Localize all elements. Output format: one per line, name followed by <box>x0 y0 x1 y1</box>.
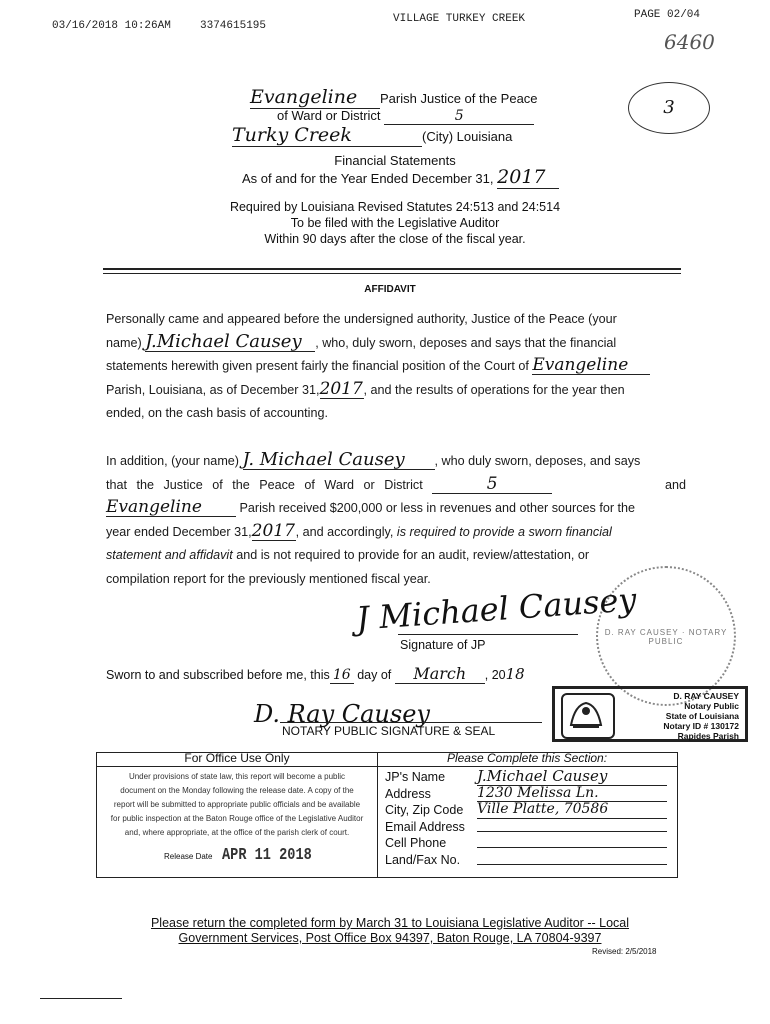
p2-ward: 5 <box>432 475 552 494</box>
p1-line-c <box>106 355 686 379</box>
fax-page: PAGE 02/04 <box>634 9 701 21</box>
statute-block <box>190 199 600 247</box>
p2-d-italic: is required to provide a sworn financial <box>396 524 612 539</box>
jp-signature-line <box>398 634 578 635</box>
field-label-address: Address <box>385 786 431 801</box>
fax-sender: VILLAGE TURKEY CREEK <box>393 13 526 25</box>
sworn-month: March <box>395 664 485 684</box>
office-l4: for public inspection at the Baton Rouge office of the Legislative Auditor <box>110 814 364 823</box>
sworn-line <box>106 664 525 684</box>
field-value-cell-phone[interactable] <box>477 835 667 848</box>
p1-c-lead: statements herewith given present fairly the financial position of the Court of <box>106 359 529 373</box>
city-name-handwritten: Turky Creek <box>232 124 422 147</box>
field-row-email <box>385 819 675 836</box>
notary-signature-line <box>280 722 542 723</box>
p2-line-e <box>106 544 686 568</box>
office-use-text <box>97 770 377 840</box>
field-value-address[interactable]: 1230 Melissa Ln. <box>477 786 667 803</box>
p2-line-b <box>106 474 686 498</box>
bottom-stray-line <box>40 998 122 999</box>
field-label-cell-phone: Cell Phone <box>385 836 447 850</box>
release-date-stamp: APR 11 2018 <box>222 846 312 865</box>
stamp-line2: Notary Public <box>684 701 739 711</box>
p2-d-mid: , and accordingly, <box>295 524 394 539</box>
p2-line-c <box>106 497 686 521</box>
p2-d-lead: year ended December 31, <box>106 524 252 539</box>
circled-number <box>628 82 710 134</box>
office-l1: Under provisions of state law, this report will become a public <box>128 772 346 781</box>
statute-within: Within 90 days after the close of the fiscal year. <box>264 232 526 246</box>
p1-parish: Evangeline <box>532 356 650 375</box>
field-label-email: Email Address <box>385 819 465 834</box>
sworn-b: day of <box>357 668 392 682</box>
p2-c-tail: Parish received $200,000 or less in revenues and other sources for the <box>239 501 636 515</box>
p1-year: 2017 <box>319 378 363 399</box>
sworn-day: 16 <box>330 667 354 684</box>
p1-b-tail: , who, duly sworn, deposes and says that the financial <box>315 335 617 350</box>
affidavit-paragraph-2 <box>106 450 686 591</box>
title-line-2 <box>277 108 534 125</box>
statute-filed: To be filed with the Legislative Auditor <box>290 216 500 230</box>
p2-e-italic: statement and affidavit <box>106 548 233 562</box>
office-l2: document on the Monday following the release date. A copy of the <box>120 786 354 795</box>
p2-b-tail: and <box>664 477 686 492</box>
p2-line-a <box>106 450 686 474</box>
p1-line-b <box>106 332 686 356</box>
title-line-1 <box>250 86 580 109</box>
handwritten-page-code: 6460 <box>664 30 715 54</box>
title-line-3 <box>232 124 512 147</box>
p2-a-lead: In addition, (your name) <box>106 454 240 468</box>
jp-signature-label: Signature of JP <box>400 638 486 652</box>
footer-l2: Government Services, Post Office Box 94397, Baton Rouge, LA 70804-9397 <box>178 931 602 945</box>
complete-section-heading: Please Complete this Section: <box>446 751 608 765</box>
divider-rule-top <box>103 268 681 270</box>
stamp-line3: State of Louisiana <box>665 711 739 721</box>
p1-line-d <box>106 379 686 403</box>
office-l3: report will be submitted to appropriate public officials and be available <box>113 800 361 809</box>
footer-l1: Please return the completed form by March 31 to Louisiana Legislative Auditor -- Local <box>150 916 630 930</box>
title-line2-prefix: of Ward or District <box>277 108 381 123</box>
sworn-a: Sworn to and subscribed before me, this <box>106 668 330 682</box>
p2-line-f: compilation report for the previously mentioned fiscal year. <box>106 571 431 586</box>
field-label-land-fax: Land/Fax No. <box>385 852 461 867</box>
p2-b-lead: that the Justice of the Peace of Ward or District <box>106 477 423 492</box>
stamp-line4: Notary ID # 130172 <box>663 721 739 731</box>
complete-fields <box>385 769 675 868</box>
title-line1-suffix: Parish Justice of the Peace <box>380 91 538 106</box>
office-use-heading: For Office Use Only <box>184 751 290 765</box>
financial-statements-title: Financial Statements <box>334 153 456 168</box>
field-row-land-fax <box>385 852 675 869</box>
stamp-name: D. RAY CAUSEY <box>673 691 739 701</box>
p2-year: 2017 <box>251 520 295 541</box>
circled-number-text: 3 <box>663 97 675 118</box>
p1-b-lead: name) <box>106 335 142 350</box>
footer-return-instructions <box>110 916 670 946</box>
office-form-divider <box>377 752 378 877</box>
p2-jp-name: J. Michael Causey <box>243 451 435 470</box>
asof-line <box>242 166 559 189</box>
statute-required: Required by Louisiana Revised Statutes 24:513 and 24:514 <box>229 200 561 214</box>
p2-parish: Evangeline <box>106 498 236 517</box>
title-line3-suffix: (City) Louisiana <box>422 129 513 144</box>
field-value-jp-name[interactable]: J.Michael Causey <box>477 769 667 786</box>
notary-signature-scrawl: D. Ray Causey <box>254 700 430 728</box>
p2-e-tail: and is not required to provide for an audit, review/attestation, or <box>236 548 590 562</box>
notary-signature-label: NOTARY PUBLIC SIGNATURE & SEAL <box>282 724 496 738</box>
pelican-emblem-icon <box>561 693 615 739</box>
fax-datetime: 03/16/2018 10:26AM <box>52 20 171 32</box>
pelican-icon <box>563 695 609 733</box>
p1-line-e: ended, on the cash basis of accounting. <box>106 406 328 420</box>
sworn-yy: 18 <box>505 665 525 683</box>
ward-number: 5 <box>384 108 534 125</box>
office-l5: and, where appropriate, at the office of the parish clerk of court. <box>124 828 350 837</box>
p1-d-lead: Parish, Louisiana, as of December 31, <box>106 382 320 397</box>
notary-stamp-text <box>663 691 739 741</box>
jp-signature-scrawl: J Michael Causey <box>355 580 638 638</box>
affidavit-heading: AFFIDAVIT <box>364 284 416 295</box>
field-row-cell-phone <box>385 835 675 852</box>
p2-line-d <box>106 521 686 545</box>
field-value-email[interactable] <box>477 819 667 832</box>
field-row-jp-name <box>385 769 675 786</box>
asof-year: 2017 <box>497 166 559 189</box>
notary-stamp <box>552 686 748 742</box>
asof-prefix: As of and for the Year Ended December 31, <box>242 171 494 186</box>
release-date-label: Release Date <box>164 852 213 861</box>
parish-name-handwritten: Evangeline <box>250 86 380 109</box>
field-row-city-zip <box>385 802 675 819</box>
notary-seal-text: D. RAY CAUSEY · NOTARY PUBLIC <box>604 628 728 646</box>
divider-rule-bottom <box>103 273 681 274</box>
p1-jp-name: J.Michael Causey <box>145 333 315 352</box>
field-label-city-zip: City, Zip Code <box>385 803 464 817</box>
fax-number: 3374615195 <box>200 20 267 32</box>
affidavit-paragraph-1 <box>106 308 686 426</box>
p1-line-a: Personally came and appeared before the undersigned authority, Justice of the Peace (your <box>106 312 617 326</box>
sworn-c: , 20 <box>484 668 506 682</box>
field-row-address <box>385 786 675 803</box>
p1-d-tail: , and the results of operations for the year then <box>363 382 625 397</box>
field-label-jp-name: JP's Name <box>385 770 446 784</box>
field-value-city-zip[interactable]: Ville Platte, 70586 <box>477 802 667 819</box>
field-value-land-fax[interactable] <box>477 852 667 865</box>
footer-revised: Revised: 2/5/2018 <box>592 947 657 956</box>
p2-a-tail: , who duly sworn, deposes, and says <box>434 454 641 468</box>
stamp-line5: Rapides Parish <box>677 731 739 741</box>
